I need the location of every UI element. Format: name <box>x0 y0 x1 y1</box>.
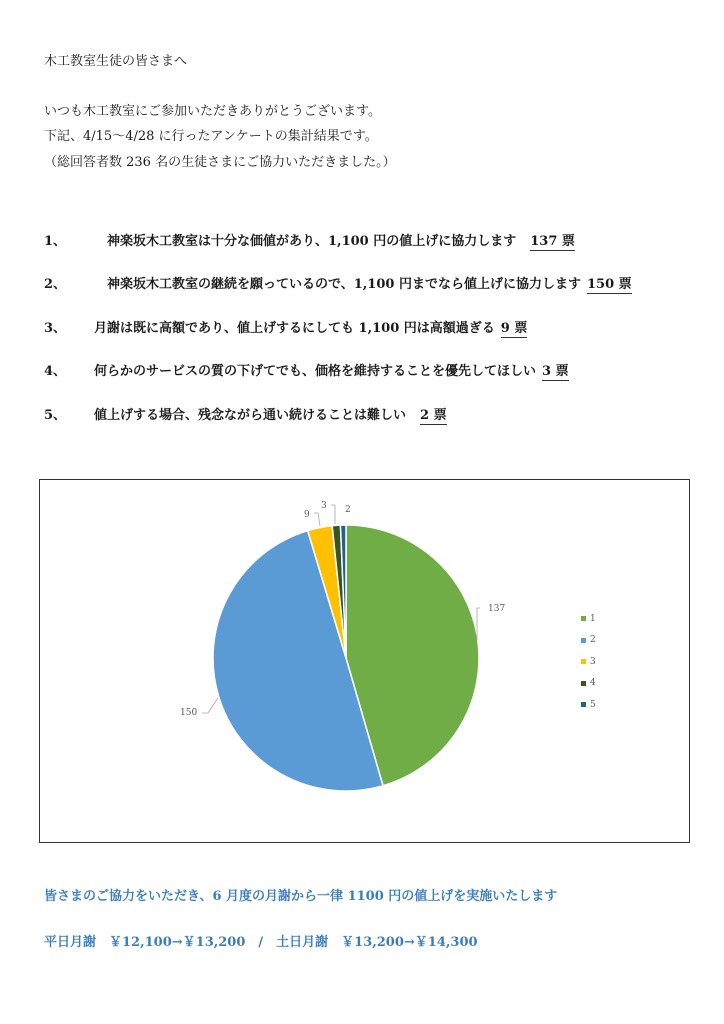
legend-swatch <box>581 659 586 664</box>
item-text: 神楽坂木工教室の継続を願っているので、1,100 円までなら値上げに協力します <box>94 277 581 292</box>
legend-swatch <box>581 616 586 621</box>
leader-line <box>331 505 335 524</box>
announcement-text: 皆さまのご協力をいただき、6 月度の月謝から一律 1100 円の値上げを実施いたします <box>44 889 558 904</box>
leader-line <box>314 513 320 526</box>
data-label: 2 <box>345 505 351 515</box>
legend-item-4 <box>581 673 596 695</box>
survey-item-2 <box>44 273 632 292</box>
legend-item-3 <box>581 651 596 673</box>
item-text: 月謝は既に高額であり、値上げするにしても 1,100 円は高額過ぎる <box>94 321 495 336</box>
intro-line-2: 下記、4/15〜4/28 に行ったアンケートの集計結果です。 <box>44 129 378 144</box>
legend-label: 5 <box>590 699 596 710</box>
item-number: 1、 <box>44 234 67 249</box>
item-votes: 150 票 <box>586 277 632 292</box>
price-change-text: 平日月謝 ￥12,100→￥13,200 / 土日月謝 ￥13,200→￥14,300 <box>44 935 478 950</box>
legend-label: 1 <box>590 613 596 624</box>
item-number: 4、 <box>44 364 67 379</box>
survey-item-4 <box>44 360 569 379</box>
item-text: 神楽坂木工教室は十分な価値があり、1,100 円の値上げに協力します <box>94 234 517 249</box>
intro-line-3: （総回答者数 236 名の生徒さまにご協力いただきました。） <box>44 155 396 170</box>
leader-line <box>202 698 218 713</box>
item-votes: 137 票 <box>530 234 575 249</box>
survey-item-3 <box>44 317 527 336</box>
legend-item-2 <box>581 630 596 652</box>
item-votes: 2 票 <box>420 408 447 423</box>
survey-item-5 <box>44 404 447 423</box>
legend-item-5 <box>581 694 596 716</box>
item-votes: 3 票 <box>542 364 569 379</box>
data-label: 137 <box>488 604 506 614</box>
item-text: 何らかのサービスの質の下げてでも、価格を維持することを優先してほしい <box>94 364 537 379</box>
item-votes: 9 票 <box>500 321 528 336</box>
intro-line-1: いつも木工教室にご参加いただきありがとうございます。 <box>44 104 381 119</box>
item-number: 5、 <box>44 408 67 423</box>
data-label: 3 <box>321 501 327 511</box>
legend-label: 2 <box>590 635 596 646</box>
pie-chart <box>39 479 690 843</box>
legend-swatch <box>581 638 586 643</box>
item-number: 3、 <box>44 321 67 336</box>
chart-legend <box>581 608 596 716</box>
item-text: 値上げする場合、残念ながら通い続けることは難しい <box>94 408 407 423</box>
legend-label: 3 <box>590 656 596 667</box>
survey-item-1 <box>44 230 575 249</box>
data-label: 9 <box>304 510 310 520</box>
legend-item-1 <box>581 608 596 630</box>
item-number: 2、 <box>44 277 67 292</box>
greeting: 木工教室生徒の皆さまへ <box>44 54 188 69</box>
legend-swatch <box>581 702 586 707</box>
legend-swatch <box>581 681 586 686</box>
legend-label: 4 <box>590 678 596 689</box>
data-label: 150 <box>180 708 198 718</box>
